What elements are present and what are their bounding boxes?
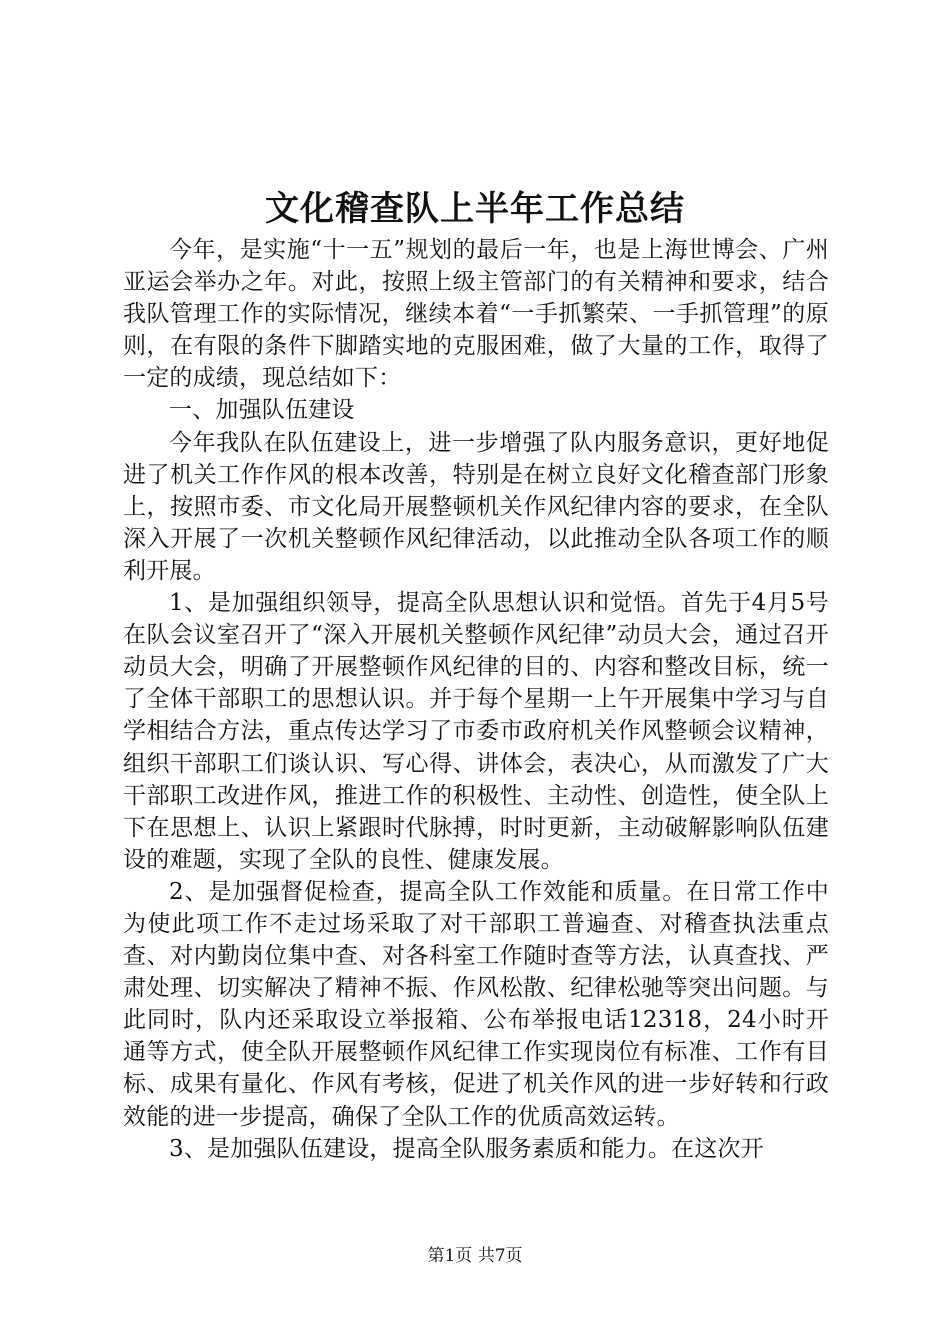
paragraph-team-building: 今年我队在队伍建设上，进一步增强了队内服务意识，更好地促进了机关工作作风的根本改善，特别是在树立良好文化稽查部门形象上，按照市委、市文化局开展整顿机关作风纪律内容的要求，在全队深入开展了一次机关整顿作风纪律活动，以此推动全队各项工作的顺利开展。 [123, 429, 829, 584]
document-body [123, 234, 829, 1165]
paragraph-item-1: 1、是加强组织领导，提高全队思想认识和觉悟。首先于4月5号在队会议室召开了“深入开展机关整顿作风纪律”动员大会，通过召开动员大会，明确了开展整顿作风纪律的目的、内容和整改目标，统一了全体干部职工的思想认识。并于每个星期一上午开展集中学习与自学相结合方法，重点传达学习了市委市政府机关作风整顿会议精神，组织干部职工们谈认识、写心得、讲体会，表决心，从而激发了广大干部职工改进作风，推进工作的积极性、主动性、创造性，使全队上下在思想上、认识上紧跟时代脉搏，时时更新，主动破解影响队伍建设的难题，实现了全队的良性、健康发展。 [123, 590, 829, 873]
paragraph-intro: 今年，是实施“十一五”规划的最后一年，也是上海世博会、广州亚运会举办之年。对此，按照上级主管部门的有关精神和要求，结合我队管理工作的实际情况，继续本着“一手抓繁荣、一手抓管理”的原则，在有限的条件下脚踏实地的克服困难，做了大量的工作，取得了一定的成绩，现总结如下： [123, 237, 829, 392]
section-heading-1: 一、加强队伍建设 [169, 397, 355, 424]
paragraph-item-2: 2、是加强督促检查，提高全队工作效能和质量。在日常工作中为使此项工作不走过场采取了对干部职工普遍查、对稽查执法重点查、对内勤岗位集中查、对各科室工作随时查等方法，认真查找、严肃处理、切实解决了精神不振、作风松散、纪律松驰等突出问题。与此同时，队内还采取设立举报箱、公布举报电话12318，24小时开通等方式，使全队开展整顿作风纪律工作实现岗位有标准、工作有目标、成果有量化、作风有考核，促进了机关作风的进一步好转和行政效能的进一步提高，确保了全队工作的优质高效运转。 [123, 878, 829, 1130]
page-number-footer: 第1页 共7页 [427, 1246, 523, 1266]
paragraph-item-3: 3、是加强队伍建设，提高全队服务素质和能力。在这次开 [169, 1135, 764, 1162]
document-title: 文化稽查队上半年工作总结 [265, 189, 685, 229]
